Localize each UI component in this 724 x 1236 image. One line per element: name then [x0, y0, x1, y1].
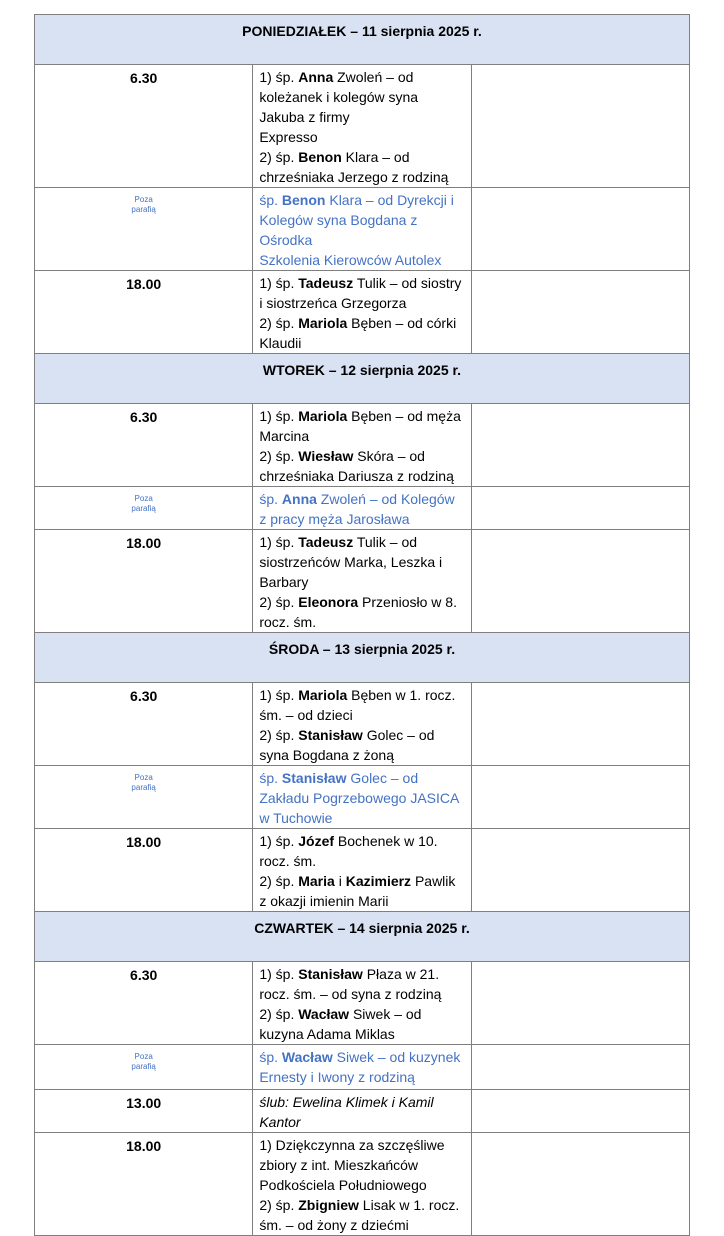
intention-text	[253, 1133, 471, 1236]
intention-line	[259, 532, 464, 592]
text-segment: 1) śp.	[259, 687, 299, 703]
intention-text	[253, 683, 471, 766]
name-bold: Wiesław	[298, 448, 354, 464]
mass-time: 18.00	[35, 829, 253, 912]
intention-row	[35, 1045, 690, 1090]
name-bold: Mariola	[298, 687, 348, 703]
outside-parish-label: Poza parafią	[35, 1045, 253, 1090]
outside-parish-label: Poza parafią	[35, 487, 253, 530]
intention-line	[259, 1195, 464, 1235]
text-segment: ślub: Ewelina Klimek i Kamil Kantor	[259, 1094, 434, 1130]
intention-text	[253, 271, 471, 354]
text-segment: śp.	[259, 1049, 282, 1065]
intention-text	[253, 766, 471, 829]
intention-line	[259, 67, 464, 127]
day-header-row	[35, 354, 690, 404]
name-bold: Benon	[298, 149, 342, 165]
mass-time: 18.00	[35, 1133, 253, 1236]
intention-line	[259, 964, 464, 1004]
text-segment: Zwoleń – od Kolegów z pracy męża Jarosława	[259, 491, 455, 527]
text-segment: Golec – od Zakładu Pogrzebowego JASICA	[259, 770, 460, 806]
notes-cell	[471, 683, 689, 766]
name-bold: Benon	[281, 192, 326, 208]
intention-line	[259, 871, 464, 911]
text-segment: Przeniosło w 8. rocz. śm.	[259, 594, 457, 630]
intention-line	[259, 1135, 464, 1175]
intention-text	[253, 530, 471, 633]
text-segment: 2) śp.	[259, 149, 299, 165]
intention-row	[35, 683, 690, 766]
text-segment: 2) śp.	[259, 1006, 299, 1022]
name-bold: Zbigniew	[298, 1197, 359, 1213]
name-bold: Maria	[298, 873, 335, 889]
intention-line	[259, 1175, 464, 1195]
notes-cell	[471, 487, 689, 530]
intention-line	[259, 685, 464, 725]
intention-line	[259, 489, 464, 529]
intention-row	[35, 962, 690, 1045]
text-segment: 1) śp.	[259, 408, 299, 424]
day-header: WTOREK – 12 sierpnia 2025 r.	[35, 354, 690, 404]
day-header: CZWARTEK – 14 sierpnia 2025 r.	[35, 912, 690, 962]
notes-cell	[471, 530, 689, 633]
notes-cell	[471, 404, 689, 487]
text-segment: śp.	[259, 192, 282, 208]
text-segment: Płaza w 21. rocz. śm. – od syna z rodziną	[259, 966, 442, 1002]
intention-text	[253, 65, 471, 188]
text-segment: Siwek – od kuzynek Ernesty i Iwony z rodziną	[259, 1049, 461, 1085]
text-segment: śp.	[259, 491, 282, 507]
name-bold: Tadeusz	[298, 534, 354, 550]
text-segment: Bochenek w 10. rocz. śm.	[259, 833, 438, 869]
text-segment: 1) śp.	[259, 275, 299, 291]
intention-row	[35, 1133, 690, 1236]
name-bold: Stanisław	[281, 770, 347, 786]
intention-line	[259, 250, 464, 270]
text-segment: Klara – od Dyrekcji i Kolegów syna Bogdana z Ośrodka	[259, 192, 454, 248]
name-bold: Józef	[298, 833, 335, 849]
day-header-row	[35, 633, 690, 683]
intention-line	[259, 190, 464, 250]
text-segment: Podkościela Południowego	[259, 1177, 427, 1193]
name-bold: Mariola	[298, 408, 348, 424]
day-header-row	[35, 912, 690, 962]
notes-cell	[471, 188, 689, 271]
name-bold: Wacław	[281, 1049, 333, 1065]
text-segment: Bęben – od córki Klaudii	[259, 315, 457, 351]
mass-time: 18.00	[35, 530, 253, 633]
intention-text	[253, 1090, 471, 1133]
text-segment: 1) śp.	[259, 534, 299, 550]
day-header: ŚRODA – 13 sierpnia 2025 r.	[35, 633, 690, 683]
text-segment: 2) śp.	[259, 315, 299, 331]
intention-line	[259, 725, 464, 765]
intention-line	[259, 147, 464, 187]
text-segment: Expresso	[259, 129, 318, 145]
intention-line	[259, 808, 464, 828]
name-bold: Eleonora	[298, 594, 359, 610]
intention-text	[253, 1045, 471, 1090]
intention-line	[259, 273, 464, 313]
notes-cell	[471, 829, 689, 912]
intention-text	[253, 962, 471, 1045]
text-segment: Skóra – od chrześniaka Dariusza z rodziną	[259, 448, 454, 484]
text-segment: Lisak w 1. rocz. śm. – od żony z dziećmi	[259, 1197, 460, 1233]
intention-text	[253, 829, 471, 912]
text-segment: 1) śp.	[259, 69, 299, 85]
intention-row	[35, 530, 690, 633]
intention-line	[259, 127, 464, 147]
intention-row	[35, 188, 690, 271]
intention-row	[35, 487, 690, 530]
intention-row	[35, 65, 690, 188]
intention-line	[259, 1092, 464, 1132]
table-body	[35, 15, 690, 1236]
text-segment: 2) śp.	[259, 873, 299, 889]
mass-time: 6.30	[35, 65, 253, 188]
intention-line	[259, 1047, 464, 1087]
notes-cell	[471, 65, 689, 188]
mass-time: 6.30	[35, 683, 253, 766]
notes-cell	[471, 962, 689, 1045]
text-segment: w Tuchowie	[259, 810, 333, 826]
text-segment: Siwek – od kuzyna Adama Miklas	[259, 1006, 422, 1042]
intention-line	[259, 1004, 464, 1044]
intention-line	[259, 313, 464, 353]
intention-line	[259, 831, 464, 871]
text-segment: 2) śp.	[259, 1197, 299, 1213]
intention-line	[259, 592, 464, 632]
intention-text	[253, 487, 471, 530]
notes-cell	[471, 1045, 689, 1090]
name-bold: Wacław	[298, 1006, 350, 1022]
notes-cell	[471, 1133, 689, 1236]
outside-parish-label: Poza parafią	[35, 188, 253, 271]
text-segment: Bęben w 1. rocz. śm. – od dzieci	[259, 687, 456, 723]
text-segment: 1) Dziękczynna za szczęśliwe zbiory z int. Mieszkańców	[259, 1137, 445, 1173]
intention-line	[259, 446, 464, 486]
name-bold: Anna	[298, 69, 334, 85]
text-segment: 1) śp.	[259, 966, 299, 982]
mass-time: 18.00	[35, 271, 253, 354]
intention-row	[35, 271, 690, 354]
intention-row	[35, 404, 690, 487]
name-bold: Tadeusz	[298, 275, 354, 291]
name-bold: Anna	[281, 491, 317, 507]
mass-time: 6.30	[35, 404, 253, 487]
notes-cell	[471, 1090, 689, 1133]
text-segment: Golec – od syna Bogdana z żoną	[259, 727, 435, 763]
text-segment: 2) śp.	[259, 727, 299, 743]
mass-time: 6.30	[35, 962, 253, 1045]
intention-line	[259, 768, 464, 808]
intention-text	[253, 404, 471, 487]
outside-parish-label: Poza parafią	[35, 766, 253, 829]
text-segment: śp.	[259, 770, 282, 786]
day-header: PONIEDZIAŁEK – 11 sierpnia 2025 r.	[35, 15, 690, 65]
name-bold: Kazimierz	[345, 873, 412, 889]
intention-row	[35, 829, 690, 912]
notes-cell	[471, 766, 689, 829]
name-bold: Stanisław	[298, 966, 363, 982]
text-segment: i	[334, 873, 346, 889]
mass-intentions-table	[34, 14, 690, 1236]
text-segment: Szkolenia Kierowców Autolex	[259, 252, 442, 268]
text-segment: Bęben – od męża Marcina	[259, 408, 461, 444]
text-segment: 2) śp.	[259, 448, 299, 464]
intention-text	[253, 188, 471, 271]
text-segment: Tulik – od siostry i siostrzeńca Grzegorza	[259, 275, 462, 311]
notes-cell	[471, 271, 689, 354]
intention-row	[35, 1090, 690, 1133]
text-segment: 2) śp.	[259, 594, 299, 610]
name-bold: Stanisław	[298, 727, 363, 743]
text-segment: 1) śp.	[259, 833, 299, 849]
text-segment: Tulik – od siostrzeńców Marka, Leszka i Barbary	[259, 534, 443, 590]
text-segment: Klara – od chrześniaka Jerzego z rodziną	[259, 149, 449, 185]
intention-row	[35, 766, 690, 829]
text-segment: Zwoleń – od koleżanek i kolegów syna Jakuba z firmy	[259, 69, 419, 125]
mass-time: 13.00	[35, 1090, 253, 1133]
name-bold: Mariola	[298, 315, 348, 331]
text-segment: Pawlik z okazji imienin Marii	[259, 873, 456, 909]
day-header-row	[35, 15, 690, 65]
intention-line	[259, 406, 464, 446]
